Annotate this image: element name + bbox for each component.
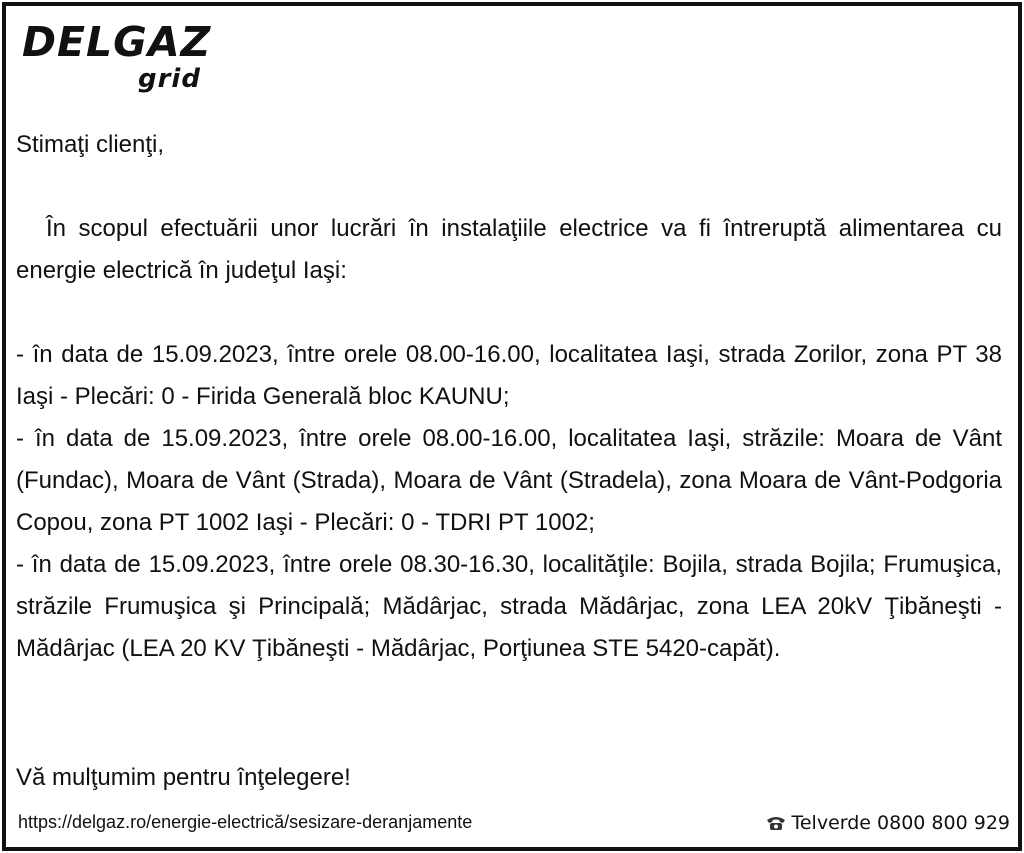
intro-paragraph: În scopul efectuării unor lucrări în instalaţiile electrice va fi întreruptă alimentarea cu energie electrică în judeţul Iaşi: xyxy=(16,215,1002,284)
greeting: Stimaţi clienţi, xyxy=(16,131,165,158)
logo-wordmark: DELGAZ xyxy=(22,18,212,66)
footer-phone xyxy=(765,812,1010,834)
outage-item-1: - în data de 15.09.2023, între orele 08.00-16.00, localitatea Iaşi, strada Zorilor, zona PT 38 Iaşi - Plecări: 0 - Firida Generală bloc KAUNU; xyxy=(16,341,1002,410)
phone-number: Telverde 0800 800 929 xyxy=(791,812,1010,834)
outage-item-3: - în data de 15.09.2023, între orele 08.30-16.30, localităţile: Bojila, strada Bojila; Frumuşica, străzile Frumuşica şi Principală; Mădârjac, strada Mădârjac, zona LEA 20kV Ţibăneşti - Mădârjac (LEA 20 KV Ţibăneşti - Mădârjac, Porţiunea STE 5420-capăt). xyxy=(16,551,1002,662)
logo-subtitle: grid xyxy=(138,64,201,94)
footer-url-link[interactable]: https://delgaz.ro/energie-electrică/sesizare-deranjamente xyxy=(18,812,473,832)
footer xyxy=(16,810,1010,840)
notice-body xyxy=(16,124,1002,670)
telephone-icon xyxy=(765,814,787,830)
closing-thanks: Vă mulţumim pentru înţelegere! xyxy=(16,764,351,791)
delgaz-grid-logo xyxy=(22,18,222,102)
outage-item-2: - în data de 15.09.2023, între orele 08.00-16.00, localitatea Iaşi, străzile: Moara de Vânt (Fundac), Moara de Vânt (Strada), Moara de Vânt (Stradela), zona Moara de Vânt-Podgoria Copou, zona PT 1002 Iaşi - Plecări: 0 - TDRI PT 1002; xyxy=(16,425,1002,536)
